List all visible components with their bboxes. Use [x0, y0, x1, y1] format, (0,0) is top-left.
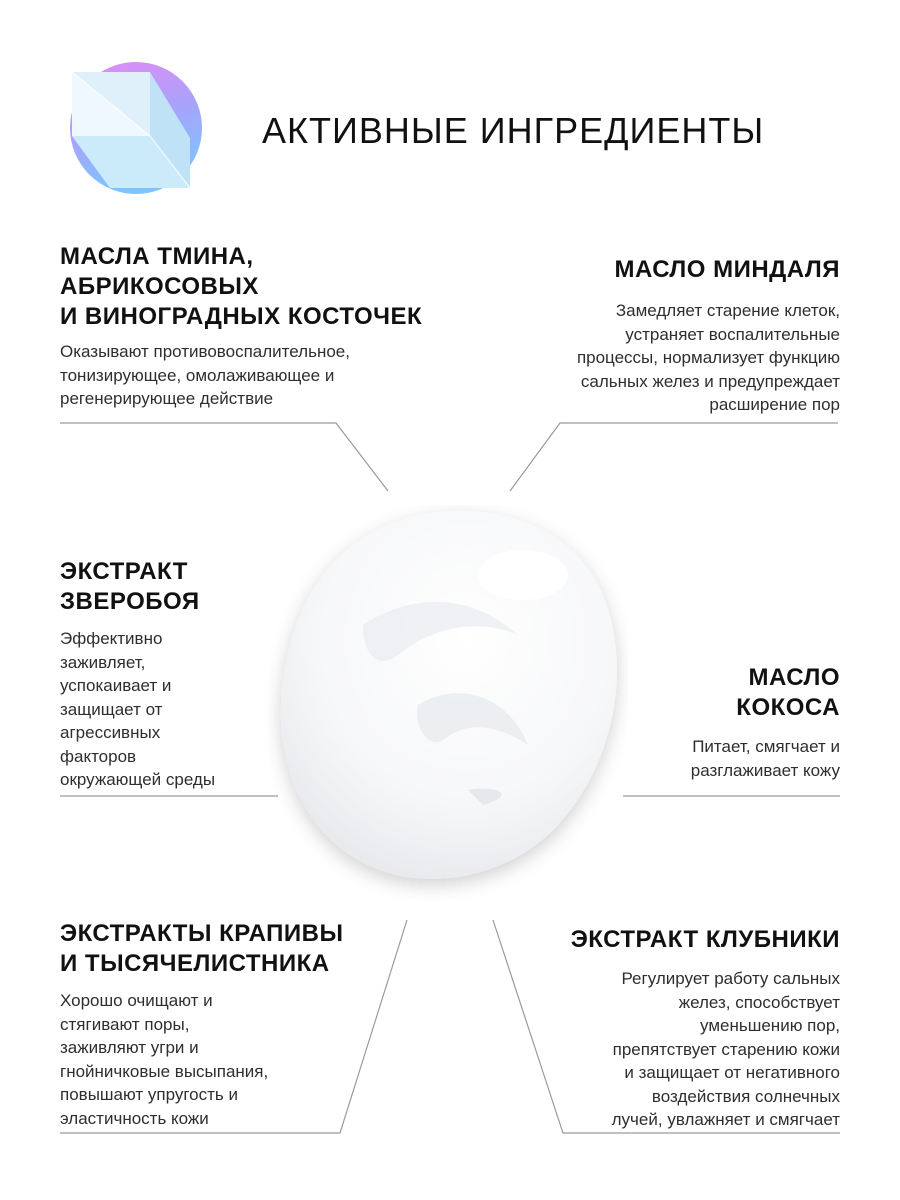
ingredient-coconut-oil: [691, 663, 840, 782]
ingredient-description: [571, 967, 840, 1132]
ingredient-description: [60, 989, 344, 1130]
ingredient-nettle-yarrow: [60, 919, 344, 1130]
description-line: повышают упругость и: [60, 1085, 239, 1104]
description-line: агрессивных: [60, 723, 161, 742]
page-title: АКТИВНЫЕ ИНГРЕДИЕНТЫ: [262, 110, 765, 151]
description-line: заживляет,: [60, 652, 146, 672]
description-line: регенерирующее действие: [60, 389, 274, 408]
title-line: ЭКСТРАКТ КЛУБНИКИ: [570, 926, 840, 953]
description-line: стягивают поры,: [60, 1014, 190, 1034]
title-line: ЭКСТРАКТЫ КРАПИВЫ: [60, 920, 344, 947]
description-line: гнойничковые высыпания,: [60, 1061, 269, 1081]
ingredient-title: [571, 925, 840, 955]
ingredient-title: [60, 919, 344, 979]
description-line: процессы, нормализует функцию: [576, 348, 840, 367]
description-line: воздействия солнечных: [651, 1086, 840, 1106]
connector-line-top-left: [60, 423, 388, 491]
description-line: Эффективно: [60, 629, 163, 648]
description-line: Оказывают противовоспалительное,: [60, 342, 350, 361]
description-line: защищает от: [60, 699, 163, 719]
title-line: ЭКСТРАКТ: [60, 558, 188, 585]
description-line: успокаивает и: [60, 676, 172, 695]
title-line: И ТЫСЯЧЕЛИСТНИКА: [60, 950, 330, 977]
description-line: тонизирующее, омолаживающее и: [60, 365, 335, 385]
title-line: ЗВЕРОБОЯ: [60, 588, 200, 615]
ingredient-st-johns-wort: [60, 557, 215, 792]
description-line: препятствует старению кожи: [612, 1039, 840, 1059]
ingredient-title: [60, 242, 422, 332]
title-line: АБРИКОСОВЫХ: [60, 273, 259, 300]
description-line: Регулирует работу сальных: [621, 969, 840, 988]
title-line: МАСЛО МИНДАЛЯ: [614, 256, 840, 283]
ingredient-caraway-apricot-grape: [60, 242, 422, 411]
ingredient-title: [691, 663, 840, 723]
description-line: факторов: [60, 746, 137, 766]
title-line: И ВИНОГРАДНЫХ КОСТОЧЕК: [60, 303, 423, 330]
ingredient-strawberry-extract: [571, 925, 840, 1132]
description-line: разглаживает кожу: [690, 760, 840, 780]
ingredient-description: [60, 340, 422, 411]
description-line: эластичность кожи: [60, 1108, 209, 1128]
description-line: Питает, смягчает и: [692, 737, 840, 756]
ingredient-almond-oil: [577, 255, 840, 417]
description-line: Хорошо очищают и: [60, 991, 213, 1010]
title-line: МАСЛО: [748, 664, 840, 691]
connector-line-top-right: [510, 423, 838, 491]
cream-swatch-image: [268, 505, 628, 900]
description-line: лучей, увлажняет и смягчает: [611, 1110, 840, 1129]
description-line: Замедляет старение клеток,: [615, 301, 840, 320]
title-line: МАСЛА ТМИНА,: [60, 243, 254, 270]
ingredient-description: [691, 735, 840, 782]
description-line: сальных желез и предупреждает: [580, 371, 840, 391]
ingredient-description: [577, 299, 840, 417]
description-line: окружающей среды: [60, 770, 216, 789]
title-line: КОКОСА: [736, 694, 840, 721]
description-line: и защищает от негативного: [624, 1063, 840, 1082]
description-line: желез, способствует: [678, 992, 840, 1012]
ingredient-description: [60, 627, 215, 792]
description-line: расширение пор: [709, 395, 840, 414]
ingredient-title: [577, 255, 840, 285]
ingredient-title: [60, 557, 215, 617]
description-line: уменьшению пор,: [700, 1016, 840, 1035]
crystal-cube-logo-icon: [58, 58, 204, 204]
description-line: заживляют угри и: [60, 1038, 199, 1057]
description-line: устраняет воспалительные: [625, 324, 840, 344]
